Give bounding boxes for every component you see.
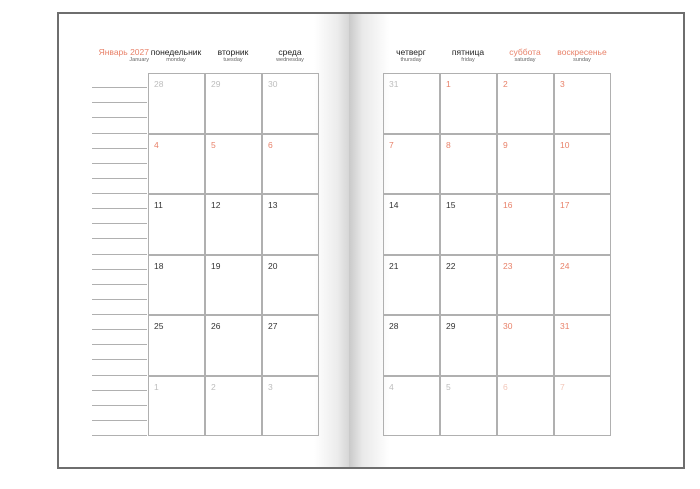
note-line: [92, 133, 147, 134]
right-page: [349, 14, 685, 467]
day-cell[interactable]: [383, 255, 440, 316]
day-cell[interactable]: [262, 194, 319, 255]
day-cell[interactable]: [148, 376, 205, 437]
day-cell[interactable]: [440, 315, 497, 376]
left-page: [59, 14, 349, 467]
day-cell[interactable]: [383, 376, 440, 437]
day-number: 4: [389, 381, 394, 392]
right-day-header: [438, 47, 498, 64]
day-cell[interactable]: [497, 194, 554, 255]
left-day-header: [260, 47, 320, 64]
note-line: [92, 223, 147, 224]
day-number: 20: [268, 260, 278, 271]
note-line: [92, 299, 147, 300]
note-line: [92, 148, 147, 149]
note-line: [92, 178, 147, 179]
note-line: [92, 102, 147, 103]
month-title: [89, 47, 149, 64]
day-cell[interactable]: [554, 194, 611, 255]
day-number: 24: [560, 260, 570, 271]
day-number: 6: [503, 381, 508, 392]
day-cell[interactable]: [262, 134, 319, 195]
day-cell[interactable]: [497, 255, 554, 316]
day-number: 31: [560, 321, 570, 331]
day-cell[interactable]: [148, 315, 205, 376]
day-cell[interactable]: [262, 376, 319, 437]
day-cell[interactable]: [497, 73, 554, 134]
day-cell[interactable]: [554, 255, 611, 316]
left-day-header: [146, 47, 206, 64]
day-name-ru: суббота: [509, 47, 541, 57]
day-cell[interactable]: [497, 376, 554, 437]
right-day-header: [381, 47, 441, 64]
day-number: 22: [446, 260, 456, 271]
day-number: 23: [503, 260, 513, 271]
day-number: 2: [211, 381, 216, 392]
note-line: [92, 193, 147, 194]
day-cell[interactable]: [262, 73, 319, 134]
day-number: 10: [560, 139, 570, 150]
note-line: [92, 390, 147, 391]
note-line: [92, 238, 147, 239]
right-day-header: [552, 47, 612, 64]
day-number: 25: [154, 321, 164, 331]
day-number: 18: [154, 260, 164, 271]
day-cell[interactable]: [554, 315, 611, 376]
day-name-en: sunday: [573, 57, 591, 63]
day-name-en: saturday: [514, 57, 536, 63]
day-number: 11: [154, 200, 163, 210]
month-title-ru: Январь 2027: [98, 47, 149, 57]
note-line: [92, 269, 147, 270]
day-number: 30: [268, 79, 278, 89]
day-number: 1: [154, 381, 159, 392]
day-number: 3: [268, 381, 273, 392]
day-name-ru: воскресенье: [557, 47, 607, 57]
day-cell[interactable]: [205, 315, 262, 376]
day-cell[interactable]: [262, 315, 319, 376]
day-cell[interactable]: [205, 194, 262, 255]
day-cell[interactable]: [383, 134, 440, 195]
day-name-ru: понедельник: [150, 47, 202, 57]
day-cell[interactable]: [440, 134, 497, 195]
day-cell[interactable]: [554, 134, 611, 195]
day-number: 30: [503, 321, 513, 331]
day-number: 7: [560, 381, 565, 392]
day-cell[interactable]: [440, 376, 497, 437]
day-number: 28: [154, 79, 164, 89]
note-line: [92, 163, 147, 164]
day-name-ru: вторник: [217, 47, 249, 57]
day-number: 13: [268, 200, 278, 210]
day-number: 8: [446, 139, 451, 150]
day-cell[interactable]: [497, 134, 554, 195]
day-cell[interactable]: [554, 376, 611, 437]
day-number: 1: [446, 79, 451, 89]
note-line: [92, 254, 147, 255]
day-cell[interactable]: [205, 376, 262, 437]
day-cell[interactable]: [383, 73, 440, 134]
day-number: 2: [503, 79, 508, 89]
day-cell[interactable]: [440, 255, 497, 316]
day-cell[interactable]: [205, 73, 262, 134]
day-name-en: wednesday: [276, 57, 304, 63]
day-cell[interactable]: [205, 134, 262, 195]
day-number: 5: [211, 139, 216, 150]
day-name-ru: пятница: [451, 47, 485, 57]
left-day-header: [203, 47, 263, 64]
day-number: 26: [211, 321, 221, 331]
day-number: 29: [211, 79, 221, 89]
day-name-ru: четверг: [396, 47, 426, 57]
day-number: 21: [389, 260, 399, 271]
day-number: 29: [446, 321, 456, 331]
day-number: 4: [154, 139, 159, 150]
day-number: 5: [446, 381, 451, 392]
day-name-en: thursday: [400, 57, 422, 63]
planner-spread: [57, 12, 685, 469]
day-cell[interactable]: [148, 255, 205, 316]
day-number: 19: [211, 260, 221, 271]
note-line: [92, 284, 147, 285]
day-name-en: tuesday: [223, 57, 243, 63]
note-line: [92, 435, 147, 436]
day-cell[interactable]: [440, 73, 497, 134]
day-number: 3: [560, 79, 565, 89]
day-cell[interactable]: [497, 315, 554, 376]
day-number: 16: [503, 200, 513, 210]
day-cell[interactable]: [148, 134, 205, 195]
day-cell[interactable]: [262, 255, 319, 316]
day-name-en: monday: [166, 57, 186, 63]
day-cell[interactable]: [554, 73, 611, 134]
day-number: 9: [503, 139, 508, 150]
day-cell[interactable]: [148, 73, 205, 134]
day-number: 17: [560, 200, 570, 210]
day-number: 28: [389, 321, 399, 331]
day-number: 6: [268, 139, 273, 150]
day-cell[interactable]: [440, 194, 497, 255]
day-number: 12: [211, 200, 221, 210]
day-number: 31: [389, 79, 399, 89]
day-name-ru: среда: [278, 47, 302, 57]
day-cell[interactable]: [148, 194, 205, 255]
note-line: [92, 329, 147, 330]
day-number: 14: [389, 200, 399, 210]
day-cell[interactable]: [205, 255, 262, 316]
day-number: 15: [446, 200, 456, 210]
month-title-en: January: [129, 57, 149, 63]
note-line: [92, 344, 147, 345]
note-line: [92, 87, 147, 88]
right-day-header: [495, 47, 555, 64]
note-line: [92, 314, 147, 315]
note-line: [92, 420, 147, 421]
note-line: [92, 117, 147, 118]
note-line: [92, 208, 147, 209]
day-cell[interactable]: [383, 194, 440, 255]
day-name-en: friday: [461, 57, 475, 63]
note-line: [92, 405, 147, 406]
day-number: 7: [389, 139, 394, 150]
note-line: [92, 375, 147, 376]
day-cell[interactable]: [383, 315, 440, 376]
note-line: [92, 359, 147, 360]
day-number: 27: [268, 321, 278, 331]
